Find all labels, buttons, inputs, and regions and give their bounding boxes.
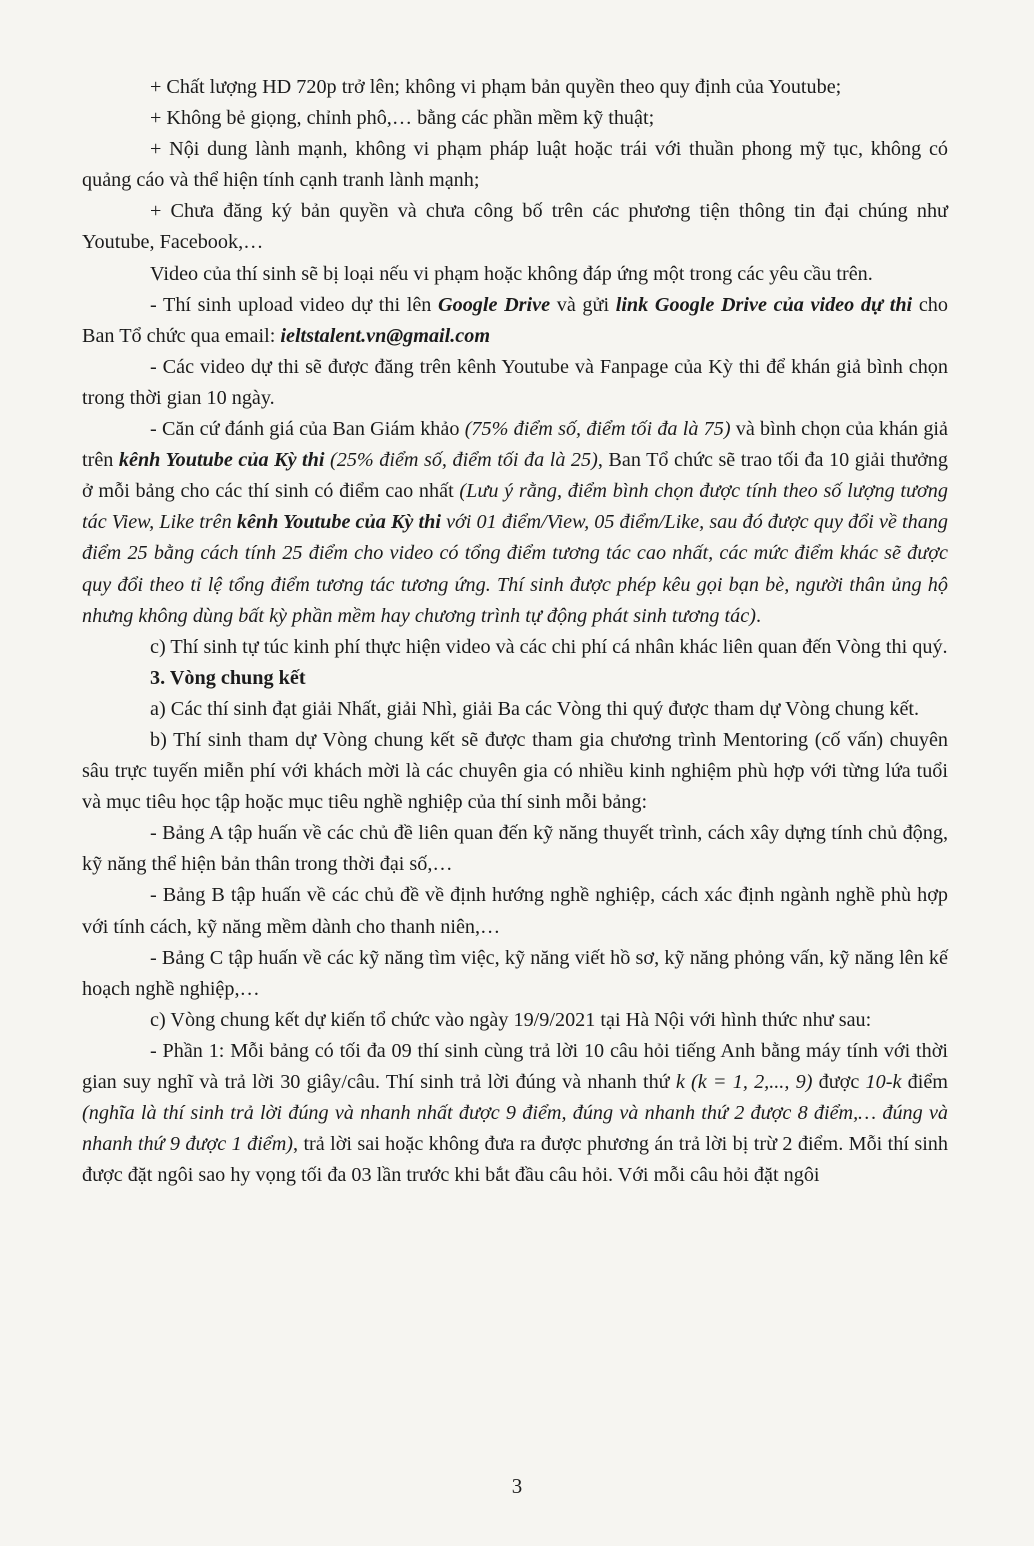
paragraph: [82, 196, 948, 258]
text-run: Video của thí sinh sẽ bị loại nếu vi phạm hoặc không đáp ứng một trong các yêu cầu trên.: [150, 262, 873, 285]
text-run: cho Ban Tổ chức qua email:: [82, 293, 948, 347]
text-run: - Căn cứ đánh giá của Ban Giám khảo: [150, 418, 465, 441]
text-run: b) Thí sinh tham dự Vòng chung kết sẽ được tham gia chương trình Mentoring (cố vấn) chuyên sâu trực tuyến miễn phí với khách mời là các chuyên gia có nhiều kinh nghiệm phù hợp với từng lứa tuổi và mục tiêu học tập hoặc mục tiêu nghề nghiệp của thí sinh mỗi bảng:: [82, 728, 948, 814]
text-run: c) Thí sinh tự túc kinh phí thực hiện video và các chi phí cá nhân khác liên quan đến Vòng thi quý.: [150, 635, 948, 658]
paragraph: [82, 352, 948, 414]
text-run: 3. Vòng chung kết: [150, 666, 306, 689]
text-run: - Các video dự thi sẽ được đăng trên kênh Youtube và Fanpage của Kỳ thi để khán giả bình chọn trong thời gian 10 ngày.: [82, 355, 948, 409]
text-run: + Không bẻ giọng, chỉnh phô,… bằng các phần mềm kỹ thuật;: [150, 107, 655, 130]
paragraph: [82, 725, 948, 818]
text-run: và bình chọn của khán giả trên: [82, 418, 948, 472]
paragraph: [82, 880, 948, 942]
paragraph: [82, 818, 948, 880]
text-run: - Thí sinh upload video dự thi lên: [150, 293, 439, 316]
text-run: - Phần 1: Mỗi bảng có tối đa 09 thí sinh cùng trả lời 10 câu hỏi tiếng Anh bằng máy tính với thời gian suy nghĩ và trả lời 30 giây/câu. Thí sinh trả lời đúng và nhanh thứ: [82, 1039, 948, 1093]
text-run: - Bảng C tập huấn về các kỹ năng tìm việc, kỹ năng viết hồ sơ, kỹ năng phỏng vấn, kỹ năng lên kế hoạch nghề nghiệp,…: [82, 946, 948, 1000]
text-run: được: [812, 1071, 866, 1093]
text-run: + Chất lượng HD 720p trở lên; không vi phạm bản quyền theo quy định của Youtube;: [150, 76, 842, 98]
text-run: và gửi: [550, 293, 616, 316]
paragraph: [82, 1036, 948, 1191]
text-run: với 01 điểm/View, 05 điểm/Like, sau đó được quy đổi về thang điểm 25 bằng cách tính 25 điểm cho video có tổng điểm tương tác cao nhất, các mức điểm khác sẽ được quy đổi theo tỉ lệ tổng điểm tương tác tương ứng. Thí sinh được phép kêu gọi bạn bè, người thân ủng hộ nhưng không dùng bất kỳ phần mềm hay chương trình tự động phát sinh tương tác): [82, 511, 948, 627]
text-run: + Nội dung lành mạnh, không vi phạm pháp luật hoặc trái với thuần phong mỹ tục, không có quảng cáo và thể hiện tính cạnh tranh lành mạnh;: [82, 138, 948, 192]
text-run: c) Vòng chung kết dự kiến tổ chức vào ngày 19/9/2021 tại Hà Nội với hình thức như sau:: [150, 1008, 872, 1031]
text-run: (nghĩa là thí sinh trả lời đúng và nhanh nhất được 9 điểm, đúng và nhanh thứ 2 được 8 điểm,… đúng và nhanh thứ 9 được 1 điểm): [82, 1102, 948, 1156]
text-run: điểm: [901, 1071, 948, 1093]
text-run: (Lưu ý rằng, điểm bình chọn được tính theo số lượng tương tác View, Like trên: [82, 480, 948, 534]
text-run: - Bảng A tập huấn về các chủ đề liên quan đến kỹ năng thuyết trình, cách xây dựng tính chủ động, kỹ năng thể hiện bản thân trong thời đại số,…: [82, 822, 948, 876]
paragraph: [82, 72, 948, 103]
paragraph: [82, 414, 948, 632]
text-run: + Chưa đăng ký bản quyền và chưa công bố trên các phương tiện thông tin đại chúng như Youtube, Facebook,…: [82, 200, 948, 254]
text-run: ieltstalent.vn@gmail.com: [280, 324, 491, 347]
section-heading: [82, 663, 948, 694]
paragraph: [82, 632, 948, 663]
text-run: - Bảng B tập huấn về các chủ đề về định hướng nghề nghiệp, cách xác định ngành nghề phù hợp với tính cách, kỹ năng mềm dành cho thanh niên,…: [82, 884, 948, 938]
paragraph: [82, 134, 948, 196]
paragraph: [82, 694, 948, 725]
text-run: , trả lời sai hoặc không đưa ra được phương án trả lời bị trừ 2 điểm. Mỗi thí sinh được đặt ngôi sao hy vọng tối đa 03 lần trước khi bắt đầu câu hỏi. Với mỗi câu hỏi đặt ngôi: [82, 1133, 948, 1187]
text-run: kênh Youtube của Kỳ thi: [118, 449, 325, 472]
document-body: [82, 72, 948, 1191]
paragraph: [82, 943, 948, 1005]
text-run: 10-k: [865, 1071, 902, 1093]
text-run: Google Drive: [438, 293, 551, 316]
text-run: , Ban Tổ chức sẽ trao tối đa 10 giải thưởng ở mỗi bảng cho các thí sinh có điểm cao nhất: [82, 449, 948, 503]
text-run: kênh Youtube của Kỳ thi: [236, 511, 441, 534]
paragraph: [82, 290, 948, 352]
text-run: (25% điểm số, điểm tối đa là 25): [330, 449, 598, 472]
paragraph: [82, 1005, 948, 1036]
text-run: k (k = 1, 2,..., 9): [675, 1071, 813, 1093]
paragraph: [82, 103, 948, 134]
text-run: a) Các thí sinh đạt giải Nhất, giải Nhì, giải Ba các Vòng thi quý được tham dự Vòng chung kết.: [150, 697, 920, 720]
text-run: (75% điểm số, điểm tối đa là 75): [464, 418, 731, 441]
text-run: .: [755, 604, 761, 627]
paragraph: [82, 259, 948, 290]
page-number: 3: [511, 1474, 523, 1498]
text-run: link Google Drive của video dự thi: [615, 293, 913, 316]
